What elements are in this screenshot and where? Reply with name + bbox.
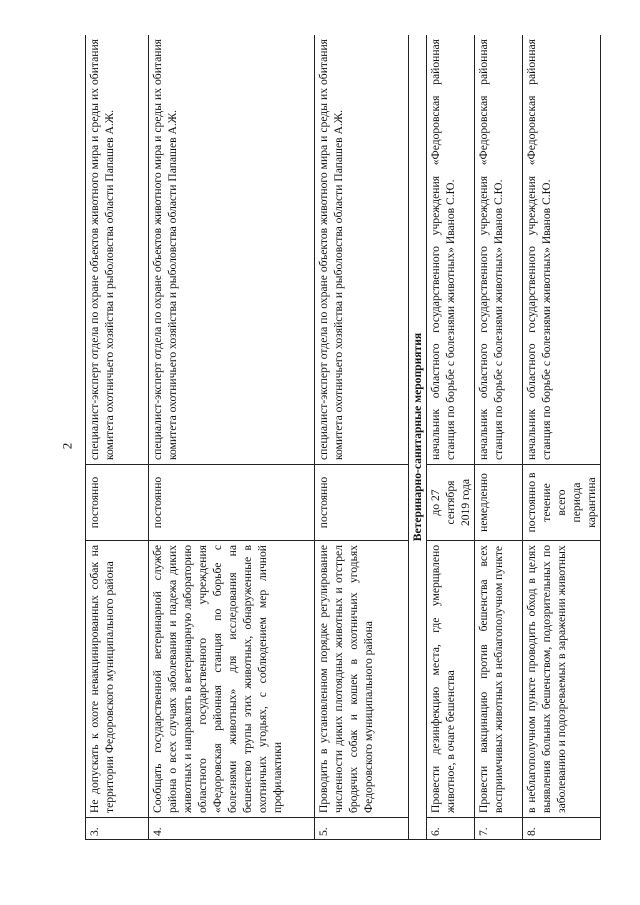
row-number: 8.: [523, 818, 601, 840]
responsible-cell: специалист-эксперт отдела по охране объектов животного мира и среды их обитания комитета охотничьего хозяйства и рыболовства области Папашев А.Ж.: [86, 35, 149, 465]
measure-cell: Сообщать государственной ветеринарной службе района о всех случаях заболевания и падежа диких животных и направлять в ветеринарную лабораторию областного государственного учреждения «Федоровская районная станция по борьбе с болезнями животных» для исследования на бешенство трупы этих животных, обнаруженные в охотничьих угодьях, с соблюдением мер личной профилактики: [149, 541, 315, 818]
row-number: 6.: [427, 818, 475, 840]
measure-cell: в неблагополучном пункте проводить обход в целях выявления больных бешенством, подозрительных по заболеванию и подозреваемых в заражении животных: [523, 541, 601, 818]
row-number: 3.: [86, 818, 149, 840]
responsible-cell: специалист-эксперт отдела по охране объектов животного мира и среды их обитания комитета охотничьего хозяйства и рыболовства области Папашев А.Ж.: [315, 35, 409, 465]
term-cell: немедленно: [475, 465, 523, 541]
measure-cell: Провести дезинфекцию места, где умерщвлено животное, в очаге бешенства: [427, 541, 475, 818]
section-header-row: [409, 35, 427, 840]
table-row: [523, 35, 601, 840]
responsible-cell: начальник областного государственного учреждения «Федоровская районная станция по борьбе с болезнями животных» Иванов С.Ю.: [523, 35, 601, 465]
table-row: [427, 35, 475, 840]
table-row: [149, 35, 315, 840]
row-number: 4.: [149, 818, 315, 840]
measure-cell: Не допускать к охоте невакцинированных собак на территории Федоровского муниципального района: [86, 541, 149, 818]
measures-table-container: [85, 35, 605, 840]
section-title: Ветеринарно-санитарные мероприятия: [409, 35, 427, 840]
term-cell: постоянно: [149, 465, 315, 541]
term-cell: постоянно: [86, 465, 149, 541]
row-number: 7.: [475, 818, 523, 840]
table-row: [86, 35, 149, 840]
measure-cell: Провести вакцинацию против бешенства всех восприимчивых животных в неблагополучном пункте: [475, 541, 523, 818]
term-cell: постоянно в течение всего периода карантина: [523, 465, 601, 541]
table-row: [315, 35, 409, 840]
table-row: [475, 35, 523, 840]
page-number: 2: [59, 442, 75, 450]
measures-table: [85, 35, 601, 840]
measure-cell: Проводить в установленном порядке регулирование численности диких плотоядных животных и отстрел бродячих собак и кошек в охотничьих угодьях Федоровского муниципального района: [315, 541, 409, 818]
term-cell: до 27 сентября 2019 года: [427, 465, 475, 541]
row-number: 5.: [315, 818, 409, 840]
responsible-cell: начальник областного государственного учреждения «Федоровская районная станция по борьбе с болезнями животных» Иванов С.Ю.: [427, 35, 475, 465]
term-cell: постоянно: [315, 465, 409, 541]
responsible-cell: специалист-эксперт отдела по охране объектов животного мира и среды их обитания комитета охотничьего хозяйства и рыболовства области Папашев А.Ж.: [149, 35, 315, 465]
rotated-page-content: [85, 35, 605, 840]
responsible-cell: начальник областного государственного учреждения «Федоровская районная станция по борьбе с болезнями животных» Иванов С.Ю.: [475, 35, 523, 465]
